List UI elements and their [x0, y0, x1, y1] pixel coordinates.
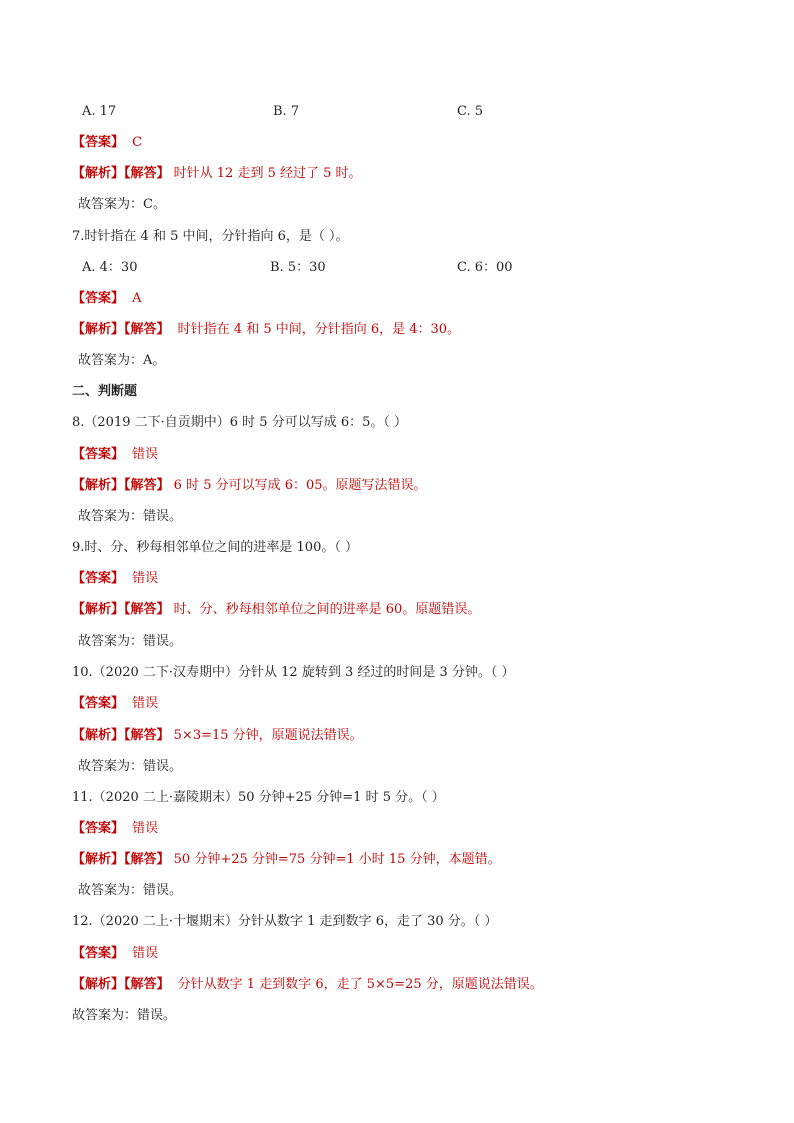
- q9-conclusion: 故答案为：错误。: [78, 634, 183, 649]
- answer-tag: 【答案】: [72, 291, 125, 306]
- q11-question: 11.（2020 二上·嘉陵期末）50 分钟+25 分钟=1 时 5 分。（ ）: [72, 790, 445, 805]
- analysis-text: 时、分、秒每相邻单位之间的进率是 60。原题错误。: [173, 602, 481, 617]
- q9-analysis: [72, 601, 480, 619]
- answer-tag: 【答案】: [72, 447, 125, 462]
- answer-value: C: [132, 135, 143, 150]
- analysis-tag: 【解析】【解答】: [72, 478, 170, 493]
- answer-value: 错误: [132, 447, 159, 462]
- answer-value: 错误: [132, 946, 159, 961]
- q8-question: 8.（2019 二下·自贡期中）6 时 5 分可以写成 6：5。（ ）: [72, 415, 407, 430]
- q7-question: 7.时针指在 4 和 5 中间，分针指向 6，是（ ）。: [72, 229, 349, 244]
- analysis-text: 6 时 5 分可以写成 6：05。原题写法错误。: [173, 478, 427, 493]
- q11-conclusion: 故答案为：错误。: [78, 883, 183, 898]
- q7-analysis: [72, 321, 460, 339]
- q6-option-b: B. 7: [273, 104, 300, 119]
- analysis-tag: 【解析】【解答】: [72, 166, 170, 181]
- q6-analysis: [72, 165, 362, 183]
- q11-answer: [72, 820, 158, 838]
- analysis-tag: 【解析】【解答】: [72, 852, 170, 867]
- q12-conclusion: 故答案为：错误。: [72, 1008, 177, 1023]
- answer-value: 错误: [132, 821, 159, 836]
- q12-question: 12.（2020 二上·十堰期末）分针从数字 1 走到数字 6，走了 30 分。（ ）: [72, 914, 498, 929]
- answer-value: A: [132, 291, 142, 306]
- q12-analysis: [72, 976, 543, 994]
- analysis-tag: 【解析】【解答】: [72, 977, 170, 992]
- q6-option-c: C. 5: [457, 104, 484, 119]
- analysis-text: 时针指在 4 和 5 中间，分针指向 6，是 4：30。: [177, 322, 461, 337]
- q6-option-a: A. 17: [82, 104, 117, 119]
- q11-analysis: [72, 851, 501, 869]
- q9-question: 9.时、分、秒每相邻单位之间的进率是 100。（ ）: [72, 540, 358, 555]
- analysis-text: 分针从数字 1 走到数字 6，走了 5×5=25 分，原题说法错误。: [177, 977, 543, 992]
- section-heading: 二、判断题: [72, 384, 138, 399]
- answer-value: 错误: [132, 696, 159, 711]
- analysis-text: 时针从 12 走到 5 经过了 5 时。: [173, 166, 362, 181]
- q6-answer: [72, 134, 142, 152]
- analysis-tag: 【解析】【解答】: [72, 602, 170, 617]
- q10-answer: [72, 695, 158, 713]
- q6-conclusion: 故答案为：C。: [78, 197, 166, 212]
- q7-option-b: B. 5：30: [270, 260, 326, 275]
- analysis-tag: 【解析】【解答】: [72, 728, 170, 743]
- answer-tag: 【答案】: [72, 571, 125, 586]
- q7-option-a: A. 4：30: [82, 260, 138, 275]
- q8-analysis: [72, 477, 427, 495]
- q10-question: 10.（2020 二下·汉寿期中）分针从 12 旋转到 3 经过的时间是 3 分钟。（ ）: [72, 665, 515, 680]
- q10-conclusion: 故答案为：错误。: [78, 759, 183, 774]
- analysis-tag: 【解析】【解答】: [72, 322, 170, 337]
- q7-option-c: C. 6：00: [457, 260, 513, 275]
- analysis-text: 5×3=15 分钟，原题说法错误。: [173, 728, 363, 743]
- q8-conclusion: 故答案为：错误。: [78, 509, 183, 524]
- q8-answer: [72, 446, 158, 464]
- answer-tag: 【答案】: [72, 135, 125, 150]
- q7-answer: [72, 290, 142, 308]
- analysis-text: 50 分钟+25 分钟=75 分钟=1 小时 15 分钟，本题错。: [173, 852, 501, 867]
- answer-tag: 【答案】: [72, 696, 125, 711]
- answer-tag: 【答案】: [72, 821, 125, 836]
- q7-conclusion: 故答案为：A。: [78, 353, 166, 368]
- q9-answer: [72, 570, 158, 588]
- q10-analysis: [72, 727, 363, 745]
- answer-tag: 【答案】: [72, 946, 125, 961]
- q12-answer: [72, 945, 158, 963]
- answer-value: 错误: [132, 571, 159, 586]
